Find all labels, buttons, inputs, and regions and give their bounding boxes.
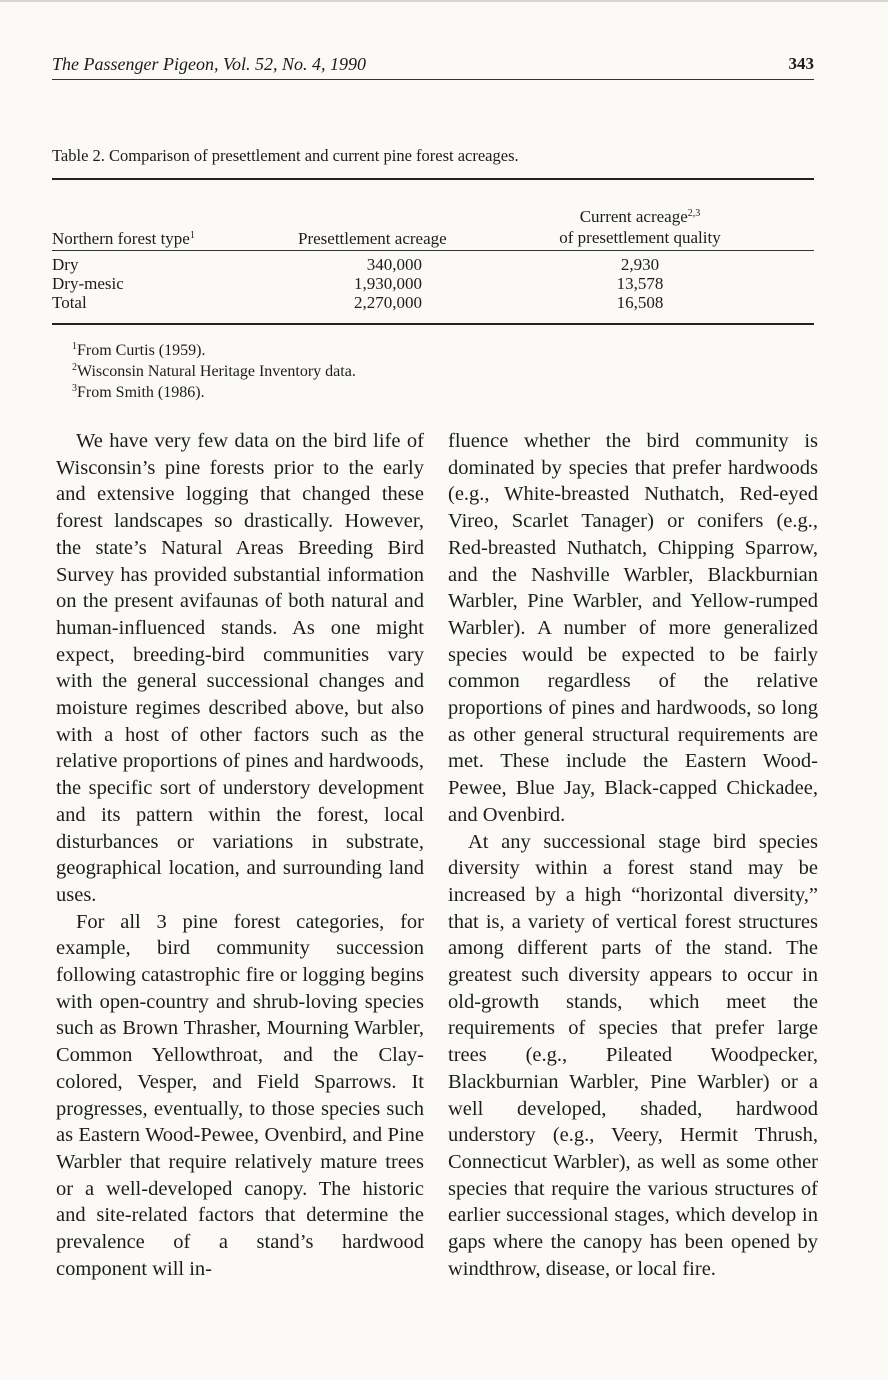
table-footnote: $^1$From Curtis (1959).: [72, 341, 206, 359]
table-bottom-rule: [52, 323, 814, 325]
body-column-right: [448, 428, 818, 1283]
table-cell-current: 2,930: [620, 255, 660, 274]
column-header-forest-type: Northern forest type$^1$: [52, 229, 195, 248]
column-header-presettlement: Presettlement acreage: [298, 229, 447, 248]
table-cell-current: 13,578: [616, 274, 664, 293]
table-footnote: $^3$From Smith (1986).: [72, 383, 205, 401]
table-cell-type: Dry: [52, 255, 79, 274]
table-cell-presettlement: 340,000: [366, 255, 422, 274]
header-rule: [52, 79, 814, 80]
column-header-current: Current acreage$^{2,3}$ of presettlement quality: [559, 207, 721, 247]
body-paragraph: fluence whether the bird community is dominated by species that prefer hardwoods (e.g., White-breasted Nuthatch, Red-eyed Vireo, Scarlet Tanager) or conifers (e.g., Red-breasted Nuthatch, Chipping Sparrow, and the Nashville Warbler, Blackburnian Warbler, Pine Warbler, and Yellow-rumped Warbler). A number of more generalized species would be expected to be fairly common regardless of the relative proportions of pines and hardwoods, so long as other general structural requirements are met. These include the Eastern Wood-Pewee, Blue Jay, Black-capped Chickadee, and Ovenbird.: [448, 430, 818, 826]
table-cell-type: Total: [52, 293, 87, 312]
body-paragraph: At any successional stage bird species diversity within a forest stand may be increased by a high “horizontal diversity,” that is, a variety of vertical forest structures among different parts of the stand. The greatest such diversity appears to occur in old-growth stands, which meet the requirements of species that prefer large trees (e.g., Pileated Woodpecker, Blackburnian Warbler, Pine Warbler) or a well developed, shaded, hardwood understory (e.g., Veery, Hermit Thrush, Connecticut Warbler), as well as some other species that require the various structures of earlier successional stages, which develop in gaps where the canopy has been opened by windthrow, disease, or local fire.: [448, 830, 818, 1280]
table-cell-type: Dry-mesic: [52, 274, 124, 293]
page-number: 343: [788, 54, 814, 73]
table-caption: Table 2. Comparison of presettlement and current pine forest acreages.: [52, 146, 519, 165]
table-cell-current: 16,508: [616, 293, 664, 312]
body-column-left: [56, 428, 424, 1283]
table-footnote: $^2$Wisconsin Natural Heritage Inventory data.: [72, 362, 356, 380]
table-cell-presettlement: 1,930,000: [354, 274, 422, 293]
table-header-rule: [52, 250, 814, 251]
page-top-edge: [0, 0, 888, 2]
table-cell-presettlement: 2,270,000: [354, 293, 422, 312]
table-top-rule: [52, 178, 814, 180]
body-paragraph: We have very few data on the bird life of Wisconsin’s pine forests prior to the early and extensive logging that changed these forest landscapes so drastically. However, the state’s Natural Areas Breeding Bird Survey has provided substantial information on the present avifaunas of both natural and human-influenced stands. As one might expect, breeding-bird communities vary with the general successional changes and moisture regimes described above, but also with a host of other factors such as the relative proportions of pines and hardwoods, the specific sort of understory development and its pattern within the forest, local disturbances or variations in substrate, geographical location, and surrounding land uses.: [56, 430, 424, 906]
body-paragraph: For all 3 pine forest categories, for example, bird community succession following catastrophic fire or logging begins with open-country and shrub-loving species such as Brown Thrasher, Mourning Warbler, Common Yellowthroat, and the Clay-colored, Vesper, and Field Sparrows. It progresses, eventually, to those species such as Eastern Wood-Pewee, Ovenbird, and Pine Warbler that require relatively mature trees or a well-developed canopy. The historic and site-related factors that determine the prevalence of a stand’s hardwood component will in-: [56, 910, 424, 1280]
journal-title: The Passenger Pigeon, Vol. 52, No. 4, 1990: [52, 54, 366, 74]
running-header: [52, 54, 814, 80]
